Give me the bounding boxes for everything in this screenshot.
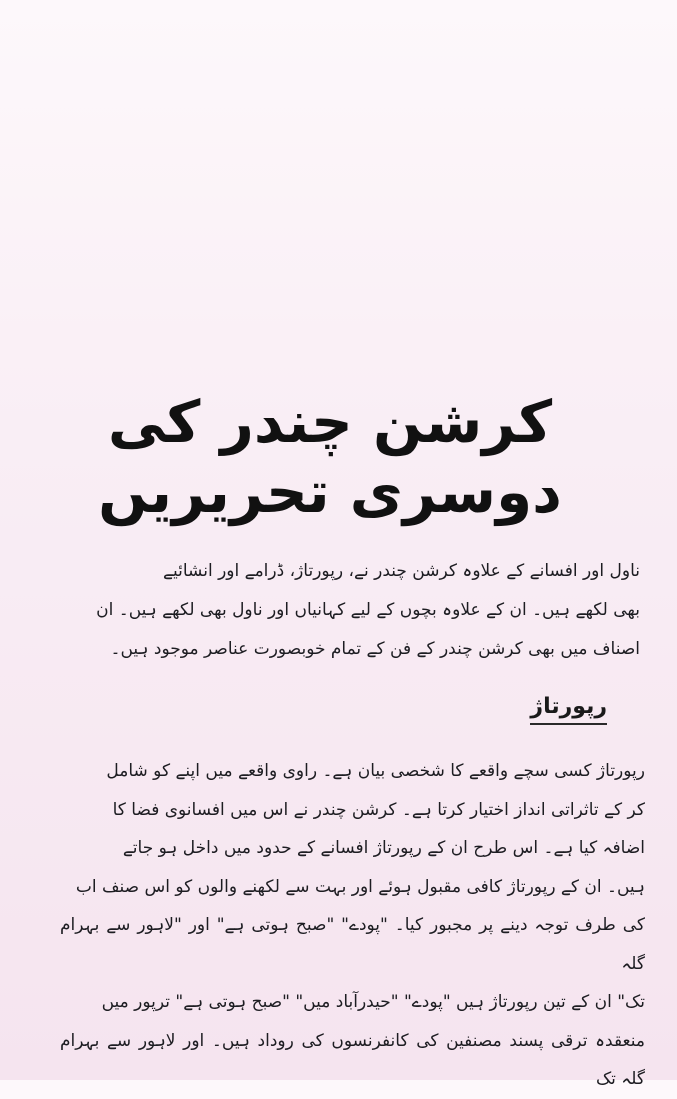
intro-line: ناول اور افسانے کے علاوہ کرشن چندر نے، رپورتاژ، ڈرامے اور انشائیے (163, 561, 640, 581)
body-line: منعقدہ ترقی پسند مصنفین کی کانفرنسوں کی روداد ہیں۔ اور لاہور سے بہرام گلہ تک (60, 1030, 645, 1089)
body-line: کی طرف توجہ دینے پر مجبور کیا۔ "پودے" "صبح ہوتی ہے" اور "لاہور سے بہرام گلہ (60, 915, 645, 974)
intro-paragraph (60, 552, 640, 669)
body-line: رپورتاژ کسی سچے واقعے کا شخصی بیان ہے۔ راوی واقعے میں اپنے کو شامل (106, 761, 645, 781)
body-line: کر کے تاثراتی انداز اختیار کرتا ہے۔ کرشن چندر نے اس میں افسانوی فضا کا (112, 799, 645, 820)
body-line: اضافہ کیا ہے۔ اس طرح ان کے رپورتاژ افسانے کے حدود میں داخل ہو جاتے (122, 838, 645, 858)
body-line: ہیں۔ ان کے رپورتاژ کافی مقبول ہوئے اور بہت سے لکھنے والوں کو اس صنف اب (75, 876, 645, 897)
intro-line: بھی لکھے ہیں۔ ان کے علاوہ بچوں کے لیے کہانیاں اور ناول بھی لکھے ہیں۔ ان (96, 600, 640, 620)
body-paragraph (60, 752, 645, 1099)
body-line: تک" ان کے تین رپورتاژ ہیں "پودے" "حیدرآباد میں" "صبح ہوتی ہے" ترپور میں (101, 992, 645, 1012)
section-heading: رپورتاژ (530, 694, 607, 725)
intro-line: اصناف میں بھی کرشن چندر کے فن کے تمام خوبصورت عناصر موجود ہیں۔ (110, 639, 640, 659)
page-title: کرشن چندر کی دوسری تحریریں (98, 388, 562, 526)
